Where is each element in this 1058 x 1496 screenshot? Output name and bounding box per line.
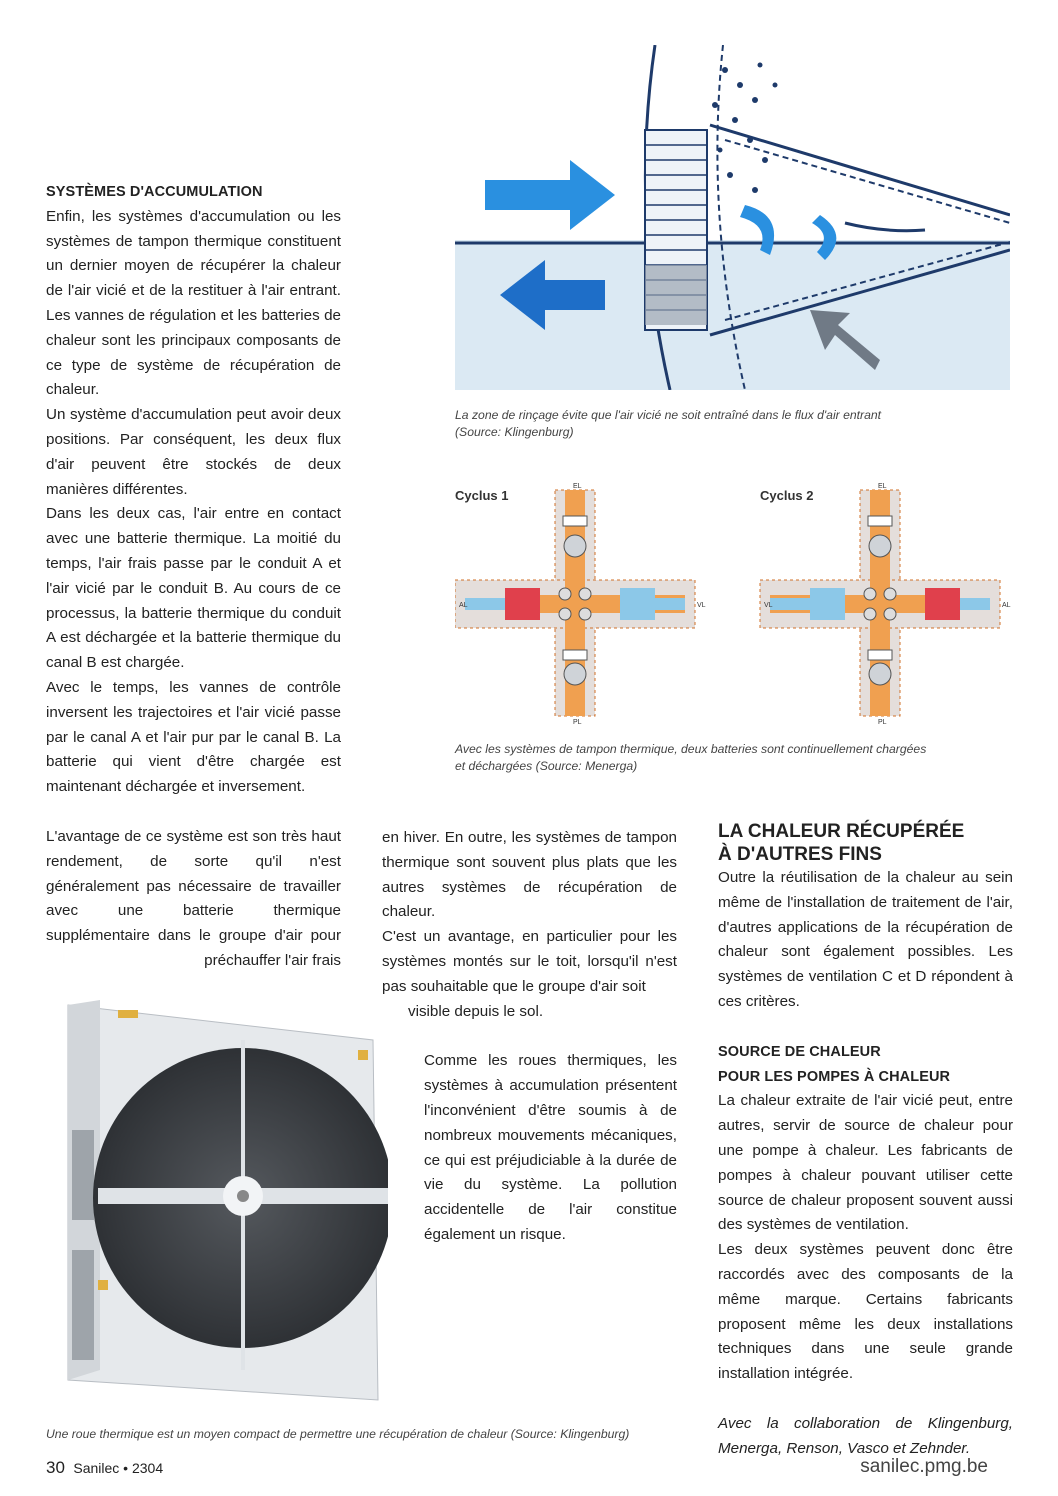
- credits: Avec la collaboration de Klingenburg, Menerga, Renson, Vasco et Zehnder.: [718, 1414, 1013, 1457]
- paragraph: en hiver. En outre, les systèmes de tampon thermique sont souvent plus plats que les autres systèmes de récupération de chaleur.: [382, 829, 677, 921]
- heading-line: POUR LES POMPES À CHALEUR: [718, 1068, 951, 1085]
- figure-caption-top: [455, 407, 881, 441]
- caption-line: Avec les systèmes de tampon thermique, deux batteries sont continuellement chargées: [455, 742, 927, 756]
- cycle-2-diagram: [760, 483, 1011, 726]
- column-3: [718, 820, 1013, 1462]
- al-label: AL: [459, 602, 468, 609]
- paragraph: Avec le temps, les vannes de contrôle inversent les trajectoires et l'air vicié passe par le canal A et l'air pur par le canal B. La batterie qui vient d'être chargée est maintenant déchargée et inversement.: [46, 678, 341, 796]
- section-heading-recovered-heat: [718, 820, 1013, 866]
- cycle-1-diagram: [455, 483, 706, 726]
- heading-line: LA CHALEUR RÉCUPÉRÉE: [718, 821, 965, 842]
- page-number: 30: [46, 1458, 65, 1477]
- vl-label: VL: [764, 602, 773, 609]
- heat-wheel-photo: [58, 1000, 388, 1410]
- caption-line: La zone de rinçage évite que l'air vicié ne soit entraîné dans le flux d'air entrant: [455, 408, 882, 422]
- el-label: EL: [878, 483, 887, 490]
- caption-line: et déchargées (Source: Menerga): [455, 759, 638, 773]
- caption-line: (Source: Klingenburg): [455, 425, 574, 439]
- heading-line: SOURCE DE CHALEUR: [718, 1043, 881, 1060]
- page-footer: [46, 1458, 163, 1478]
- magazine-issue: Sanilec • 2304: [73, 1460, 164, 1476]
- figure-caption-middle: [455, 741, 926, 775]
- website-link[interactable]: sanilec.pmg.be: [860, 1456, 988, 1477]
- subheading-heat-source: [718, 1040, 1013, 1090]
- paragraph: Dans les deux cas, l'air entre en contact avec une batterie thermique. La moitié du temps, l'air frais passe par le conduit A et l'air vicié par le conduit B. Au cours de ce processus, la batterie thermique du conduit A est déchargée et la batterie thermique du canal B est chargée.: [46, 505, 341, 672]
- paragraph: visible depuis le sol.: [408, 1002, 544, 1020]
- el-label: EL: [573, 483, 582, 490]
- paragraph: L'avantage de ce système est son très haut rendement, de sorte qu'il n'est généralement pas nécessaire de travailler avec une batterie thermique supplémentaire dans le groupe d'air pour préchauffer l'air frais: [46, 827, 341, 969]
- vl-label: VL: [697, 602, 706, 609]
- pl-label: PL: [573, 719, 582, 726]
- column-1: [46, 180, 341, 974]
- cycle-2-label: Cyclus 2: [760, 488, 814, 503]
- paragraph: Enfin, les systèmes d'accumulation ou les systèmes de tampon thermique constituent un dernier moyen de récupérer la chaleur de l'air vicié et de la restituer à l'air entrant. Les vannes de régulation et les batteries de chaleur sont les principaux composants de ce type de système de récupération de chaleur.: [46, 207, 341, 399]
- paragraph: Comme les roues thermiques, les systèmes à accumulation présentent l'inconvénient d'être soumis à de nombreux mouvements mécaniques, ce qui est préjudiciable à la durée de vie du système. La pollution accidentelle de l'air constitue également un risque.: [424, 1052, 677, 1243]
- purge-zone-figure: [455, 45, 1010, 390]
- cycles-figure: [455, 478, 1015, 728]
- heading-line: À D'AUTRES FINS: [718, 844, 882, 865]
- paragraph: Un système d'accumulation peut avoir deux positions. Par conséquent, les deux flux d'air peuvent être stockés de deux manières différentes.: [46, 406, 341, 498]
- paragraph: Les deux systèmes peuvent donc être raccordés avec des composants de la même marque. Certains fabricants proposent même les deux installations techniques dans une seule grande installation intégrée.: [718, 1241, 1013, 1383]
- al-label: AL: [1002, 602, 1011, 609]
- paragraph: C'est un avantage, en particulier pour les systèmes montés sur le toit, lorsqu'il n'est pas souhaitable que le groupe d'air soit: [382, 928, 677, 995]
- section-heading-accumulation: SYSTÈMES D'ACCUMULATION: [46, 184, 263, 200]
- paragraph: Outre la réutilisation de la chaleur au sein même de l'installation de traitement de l'air, d'autres applications de la récupération de chaleur sont également possibles. Les systèmes de ventilation C et D répondent à ces critères.: [718, 869, 1013, 1010]
- pl-label: PL: [878, 719, 887, 726]
- wheel-channels-icon: [645, 130, 707, 330]
- cycle-1-label: Cyclus 1: [455, 488, 509, 503]
- column-2: [382, 826, 677, 1248]
- paragraph: La chaleur extraite de l'air vicié peut, entre autres, servir de source de chaleur pour une pompe à chaleur. Les fabricants de pompes à chaleur pouvant utiliser cette source de chaleur proposent souvent aussi des systèmes de ventilation.: [718, 1092, 1013, 1234]
- figure-caption-bottom: Une roue thermique est un moyen compact de permettre une récupération de chaleur (Source: Klingenburg): [46, 1427, 630, 1441]
